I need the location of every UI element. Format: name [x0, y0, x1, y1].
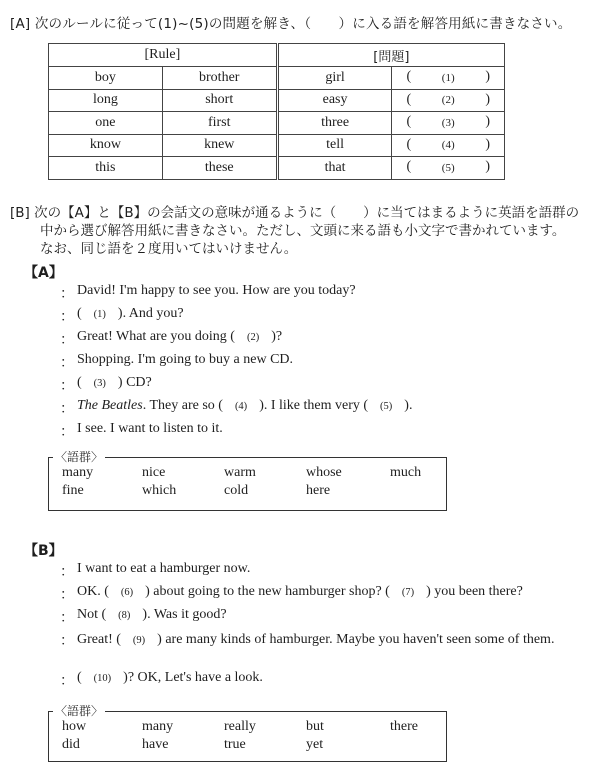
album-title: The Beatles — [77, 398, 143, 413]
section-a-instruction: [A] 次のルールに従って(1)~(5)の問題を解き、（ ）に入る語を解答用紙に書きなさい。 — [10, 16, 572, 32]
blank-number: (5) — [441, 161, 455, 174]
text-segment: ) are many kinds of hamburger. Maybe you haven't seen some of them. — [157, 632, 555, 647]
text-segment: Great! ( — [77, 632, 121, 647]
rule-word-b: first — [162, 112, 277, 135]
table-header-row — [49, 44, 505, 67]
word-choice: but — [306, 719, 324, 734]
section-b-instruction — [10, 204, 595, 258]
word-box-a — [48, 450, 447, 511]
rule-word-b: short — [162, 89, 277, 112]
rule-word-b: brother — [162, 67, 277, 90]
speaker-colon: ： — [60, 286, 74, 302]
text-segment: )? — [271, 329, 283, 344]
question-word: easy — [277, 89, 392, 112]
blank-number: (8) — [118, 610, 131, 621]
table-row — [49, 112, 505, 135]
word-choice: whose — [306, 465, 342, 480]
word-choice: did — [62, 737, 80, 752]
dialogue-text — [77, 398, 412, 414]
blank-number: (7) — [401, 587, 415, 598]
text-segment: ) you been there? — [426, 584, 523, 599]
rule-table — [48, 43, 505, 180]
blank-number: (10) — [93, 673, 112, 684]
word-choice: yet — [306, 737, 324, 752]
word-choice: cold — [224, 483, 249, 498]
instruction-line: [B] 次の【A】と【B】の会話文の意味が通るように（ ）に当てはまるように英語を語群の — [10, 205, 580, 221]
instruction-line: 中から選び解答用紙に書きなさい。ただし、文頭に来る語も小文字で書かれています。 — [40, 223, 566, 239]
blank-number: (5) — [380, 401, 393, 412]
word-choice: here — [306, 483, 331, 498]
dialogue-text — [77, 607, 227, 623]
word-box-b — [48, 704, 447, 762]
speaker-colon: ： — [60, 610, 74, 626]
answer-blank: ( (1) ) — [392, 67, 505, 90]
text-segment: I see. I want to listen to it. — [77, 421, 223, 436]
word-choice: many — [62, 465, 94, 480]
text-segment: ). And you? — [117, 306, 184, 321]
blank-number: (4) — [234, 401, 248, 412]
speaker-colon: ： — [60, 401, 74, 417]
speaker-colon: ： — [60, 309, 74, 325]
text-segment: ) about going to the new hamburger shop? ( — [145, 584, 390, 599]
rule-header: [Rule] — [49, 44, 278, 67]
text-segment: ) CD? — [117, 375, 152, 390]
blank-number: (3) — [441, 116, 455, 129]
question-word: that — [277, 157, 392, 180]
speaker-colon: ： — [60, 378, 74, 394]
speaker-colon: ： — [60, 332, 74, 348]
table-row — [49, 67, 505, 90]
table-row — [49, 157, 505, 180]
speaker-colon: ： — [60, 587, 74, 603]
answer-blank: ( (4) ) — [392, 134, 505, 157]
word-choice: warm — [224, 465, 256, 480]
text-segment: ( — [77, 306, 82, 321]
text-segment: I want to eat a hamburger now. — [77, 561, 251, 576]
text-segment: Great! What are you doing ( — [77, 329, 235, 344]
rule-word-a: this — [49, 157, 163, 180]
part-a-heading: 【A】 — [24, 265, 63, 281]
text-segment: . They are so ( — [142, 398, 223, 413]
text-segment: ). Was it good? — [142, 607, 227, 622]
word-choice: true — [224, 737, 246, 752]
text-segment: Shopping. I'm going to buy a new CD. — [77, 352, 294, 367]
text-segment: David! I'm happy to see you. How are you today? — [77, 283, 356, 298]
rule-word-b: these — [162, 157, 277, 180]
speaker-colon: ： — [60, 633, 74, 649]
question-word: three — [277, 112, 392, 135]
question-word: girl — [277, 67, 392, 90]
blank-number: (2) — [441, 94, 455, 107]
text-segment: Not ( — [77, 607, 107, 622]
word-choice: have — [142, 737, 169, 752]
dialogue-text — [77, 421, 223, 437]
blank-number: (9) — [132, 635, 146, 646]
dialogue-text — [77, 630, 582, 650]
word-choice: many — [142, 719, 174, 734]
dialogue-text — [77, 283, 356, 299]
blank-number: (1) — [93, 309, 106, 320]
answer-blank: ( (3) ) — [392, 112, 505, 135]
text-segment: ( — [77, 670, 82, 685]
speaker-colon: ： — [60, 673, 74, 689]
dialogue-text — [77, 584, 523, 600]
dialogue-text — [77, 352, 293, 368]
rule-word-a: boy — [49, 67, 163, 90]
rule-word-a: long — [49, 89, 163, 112]
text-segment: ). I like them very ( — [259, 398, 369, 413]
rule-word-b: knew — [162, 134, 277, 157]
question-word: tell — [277, 134, 392, 157]
rule-word-a: one — [49, 112, 163, 135]
rule-word-a: know — [49, 134, 163, 157]
speaker-colon: ： — [60, 424, 74, 440]
answer-blank: ( (2) ) — [392, 89, 505, 112]
text-segment: OK. ( — [77, 584, 109, 599]
dialogue-text — [77, 329, 282, 345]
blank-number: (3) — [93, 378, 106, 389]
word-list — [49, 458, 446, 502]
dialogue-text — [77, 375, 152, 391]
text-segment: )? OK, Let's have a look. — [123, 670, 263, 685]
dialogue-text — [77, 561, 250, 577]
word-choice: fine — [62, 483, 84, 498]
question-header: [問題] — [277, 44, 504, 67]
blank-number: (1) — [441, 71, 455, 84]
word-list — [49, 712, 446, 756]
text-segment: ( — [77, 375, 82, 390]
word-box-label: 〈語群〉 — [55, 704, 104, 718]
word-choice: nice — [142, 465, 166, 480]
word-choice: how — [62, 719, 87, 734]
table-row — [49, 89, 505, 112]
text-segment: ). — [404, 398, 413, 413]
speaker-colon: ： — [60, 355, 74, 371]
blank-number: (4) — [441, 139, 455, 152]
instruction-line: なお、同じ語を２度用いてはいけません。 — [40, 241, 298, 257]
answer-blank: ( (5) ) — [392, 157, 505, 180]
dialogue-text — [77, 670, 263, 686]
dialogue-text — [77, 306, 184, 322]
blank-number: (2) — [246, 332, 260, 343]
word-choice: much — [390, 465, 422, 480]
word-choice: really — [224, 719, 256, 734]
part-b-heading: 【B】 — [24, 543, 63, 559]
table-row — [49, 134, 505, 157]
word-box-label: 〈語群〉 — [55, 450, 104, 464]
blank-number: (6) — [120, 587, 134, 598]
word-choice: which — [142, 483, 177, 498]
word-choice: there — [390, 719, 418, 734]
speaker-colon: ： — [60, 564, 74, 580]
